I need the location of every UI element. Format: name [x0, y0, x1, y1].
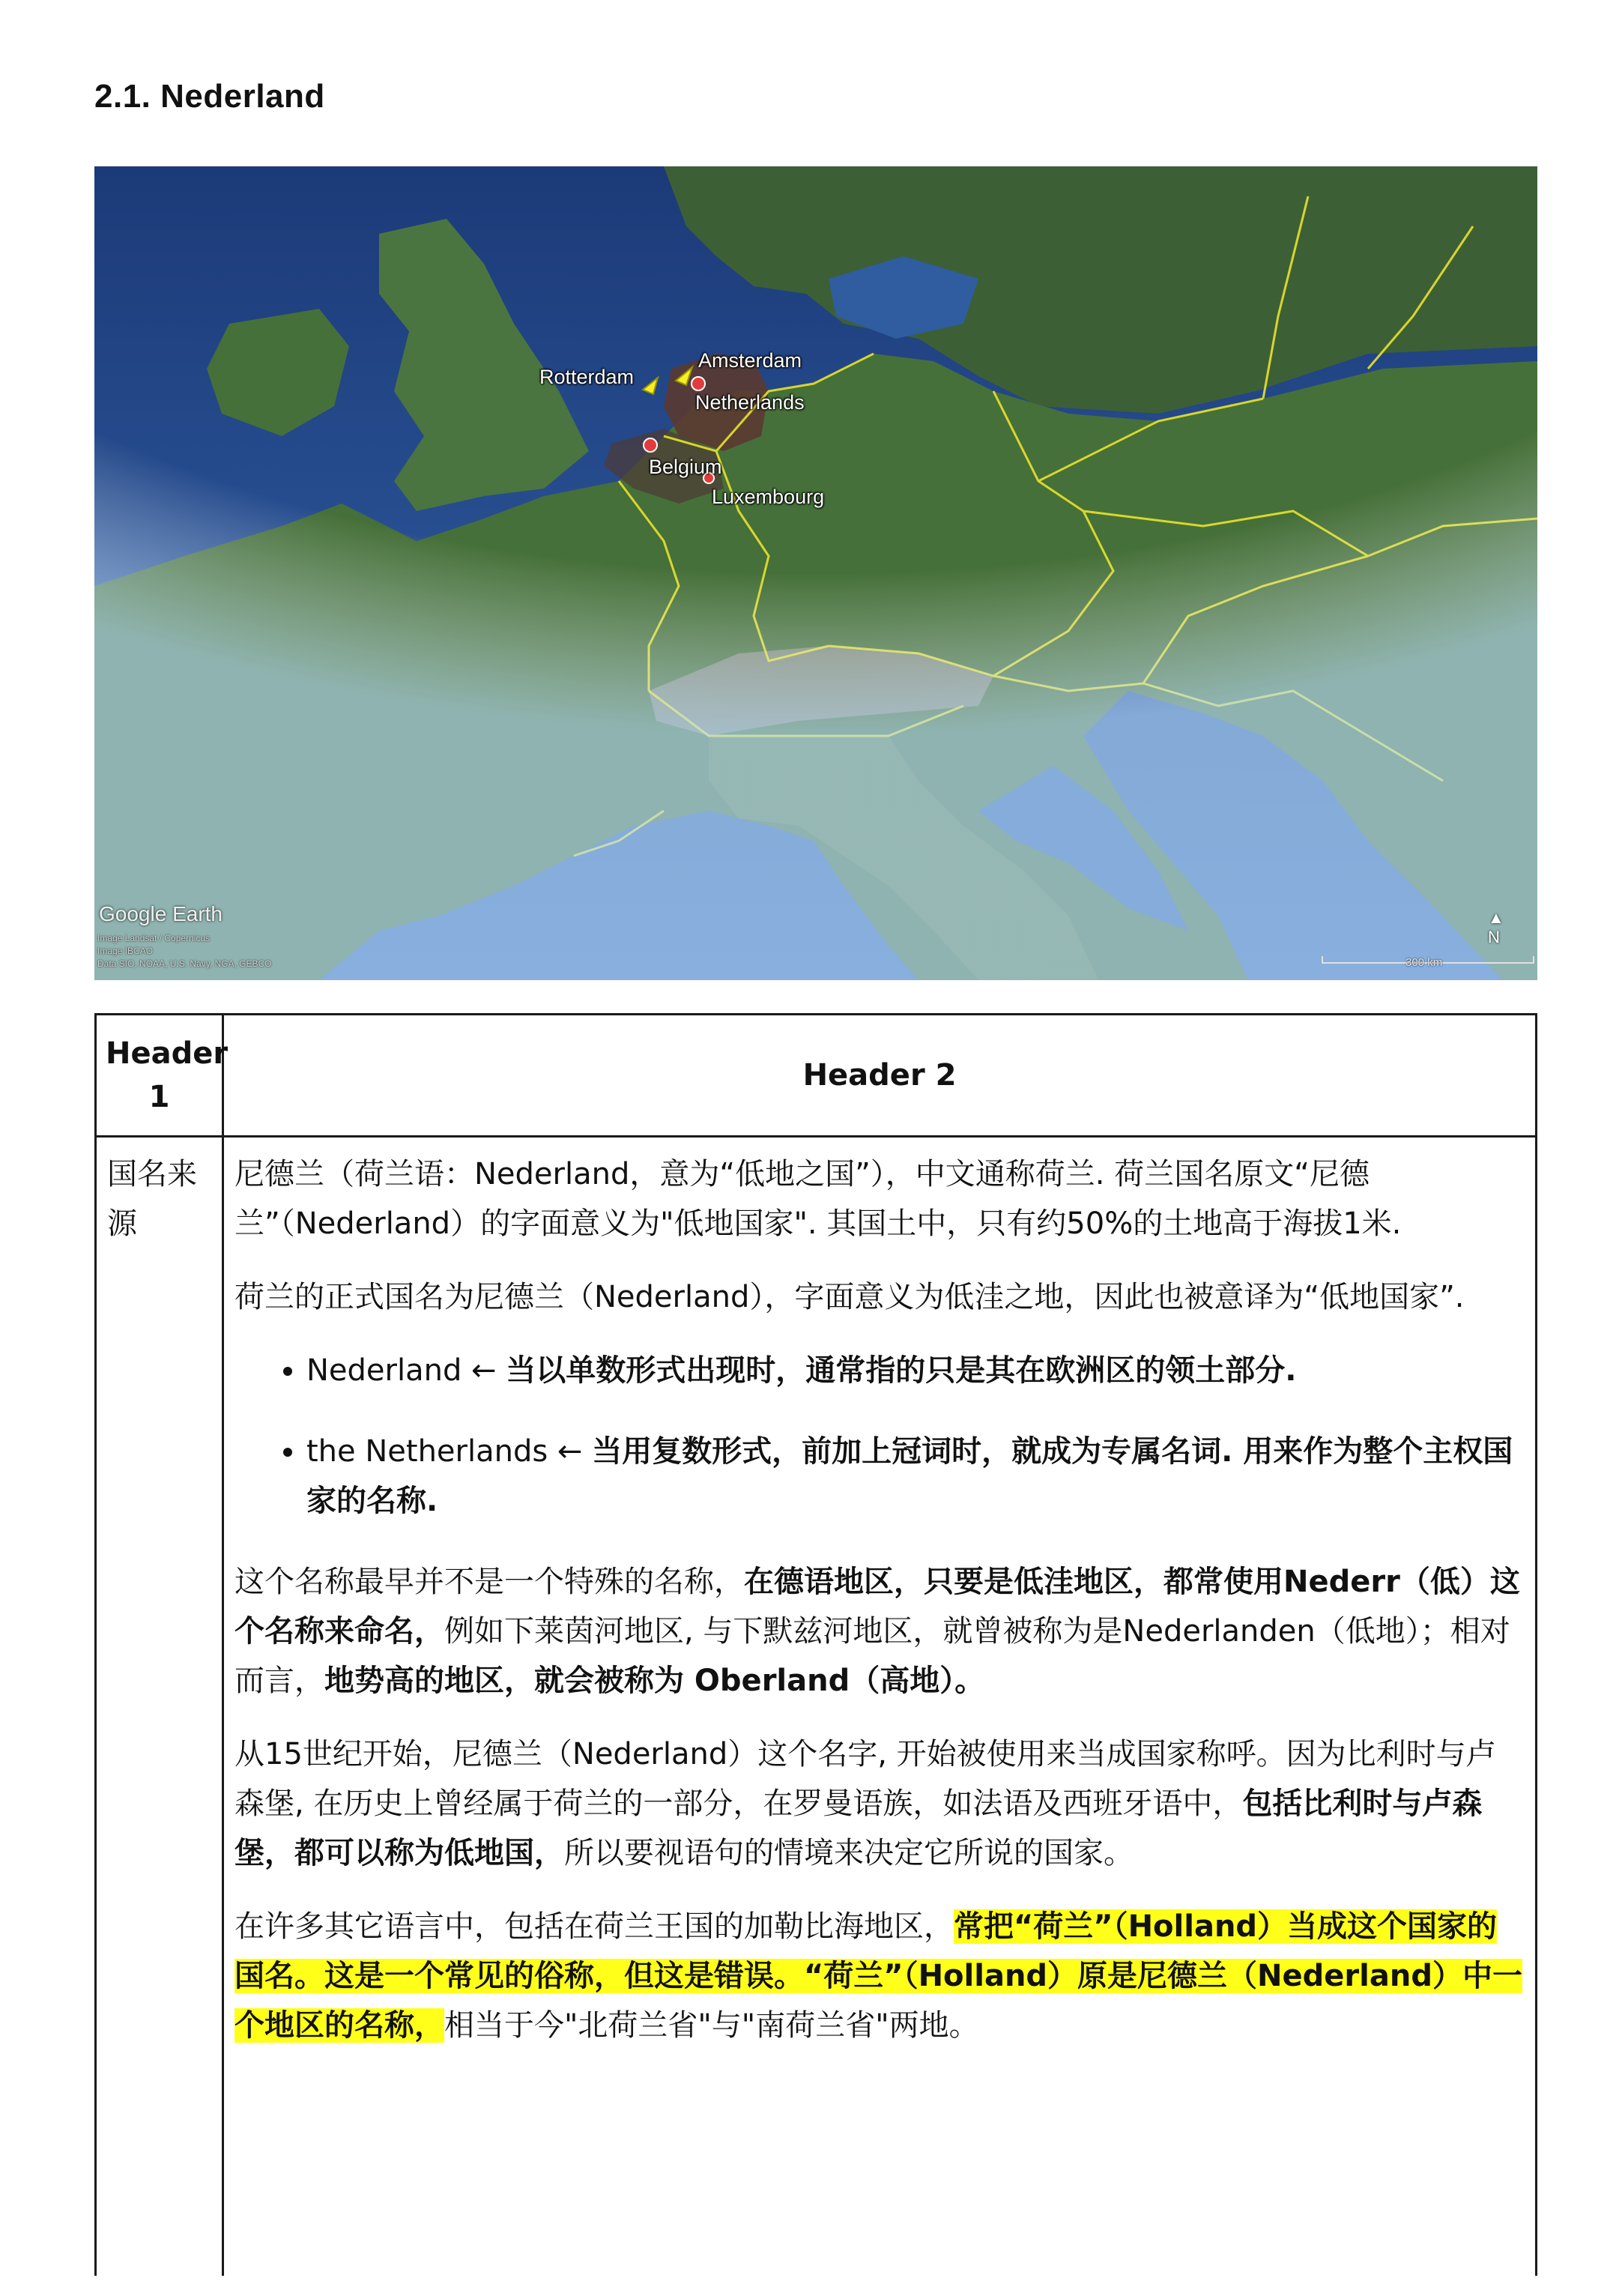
highlighted-text: 常把“荷兰”（Holland）当成这个国家的国名。这是一个常见的俗称，但这是错误。“荷兰”（Holland）原是尼德兰（Nederland）中一个地区的名称， — [234, 1909, 1522, 2043]
map-attribution: Image Landsat / Copernicus Image IBCAO Data SIO, NOAA, U.S. Navy, NGA, GEBCO — [97, 933, 272, 969]
table-header-1: Header 1 — [96, 1015, 223, 1137]
scale-label: 300 km — [1405, 956, 1443, 969]
paragraph-5: 在许多其它语言中，包括在荷兰王国的加勒比海地区，常把“荷兰”（Holland）当成这个国家的国名。这是一个常见的俗称，但这是错误。“荷兰”（Holland）原是尼德兰（Nederland）中一个地区的名称，相当于今"北荷兰省"与"南荷兰省"两地。 — [234, 1909, 1522, 2043]
label-amsterdam: Amsterdam — [698, 349, 802, 372]
table-header-2: Header 2 — [223, 1015, 1537, 1137]
row-content-cell — [223, 1137, 1537, 2276]
map-graphic — [94, 166, 1537, 980]
list-item: • the Netherlands ← 当用复数形式，前加上冠词时，就成为专属名词. 用来作为整个主权国家的名称. — [306, 1427, 1525, 1526]
name-form-list — [234, 1346, 1525, 1526]
paragraph-3: 这个名称最早并不是一个特殊的名称，在德语地区，只要是低洼地区，都常使用Nederr（低）这个名称来命名，例如下莱茵河地区, 与下默兹河地区，就曾被称为是Nederlanden（低地）；相对而言，地势高的地区，就会被称为 Oberland（高地）。 — [234, 1565, 1520, 1698]
europe-map-image — [94, 166, 1537, 980]
google-earth-logo: Google Earth — [99, 902, 223, 925]
paragraph-1: 尼德兰（荷兰语：Nederland，意为“低地之国”），中文通称荷兰. 荷兰国名原文“尼德兰”（Nederland）的字面意义为"低地国家". 其国土中，只有约50%的土地高于海拔1米. — [234, 1157, 1402, 1241]
section-heading: 2.1. Nederland — [94, 78, 325, 115]
compass-icon: ▲ N — [1488, 908, 1504, 946]
paragraph-4: 从15世纪开始，尼德兰（Nederland）这个名字, 开始被使用来当成国家称呼。因为比利时与卢森堡, 在历史上曾经属于荷兰的一部分，在罗曼语族，如法语及西班牙语中，包括比利时与卢森堡，都可以称为低地国，所以要视语句的情境来决定它所说的国家。 — [234, 1737, 1496, 1870]
label-rotterdam: Rotterdam — [539, 366, 635, 388]
row-label-cell: 国名来源 — [96, 1137, 223, 2276]
table-header-row — [96, 1015, 1537, 1137]
list-item: • Nederland ← 当以单数形式出现时，通常指的只是其在欧洲区的领土部分. — [306, 1346, 1525, 1395]
content-table — [94, 1013, 1537, 2276]
table-row — [96, 1137, 1537, 2276]
label-belgium: Belgium — [649, 456, 722, 478]
label-luxembourg: Luxembourg — [712, 486, 825, 508]
label-netherlands: Netherlands — [695, 391, 805, 414]
paragraph-2: 荷兰的正式国名为尼德兰（Nederland），字面意义为低洼之地，因此也被意译为“低地国家”. — [234, 1280, 1465, 1314]
